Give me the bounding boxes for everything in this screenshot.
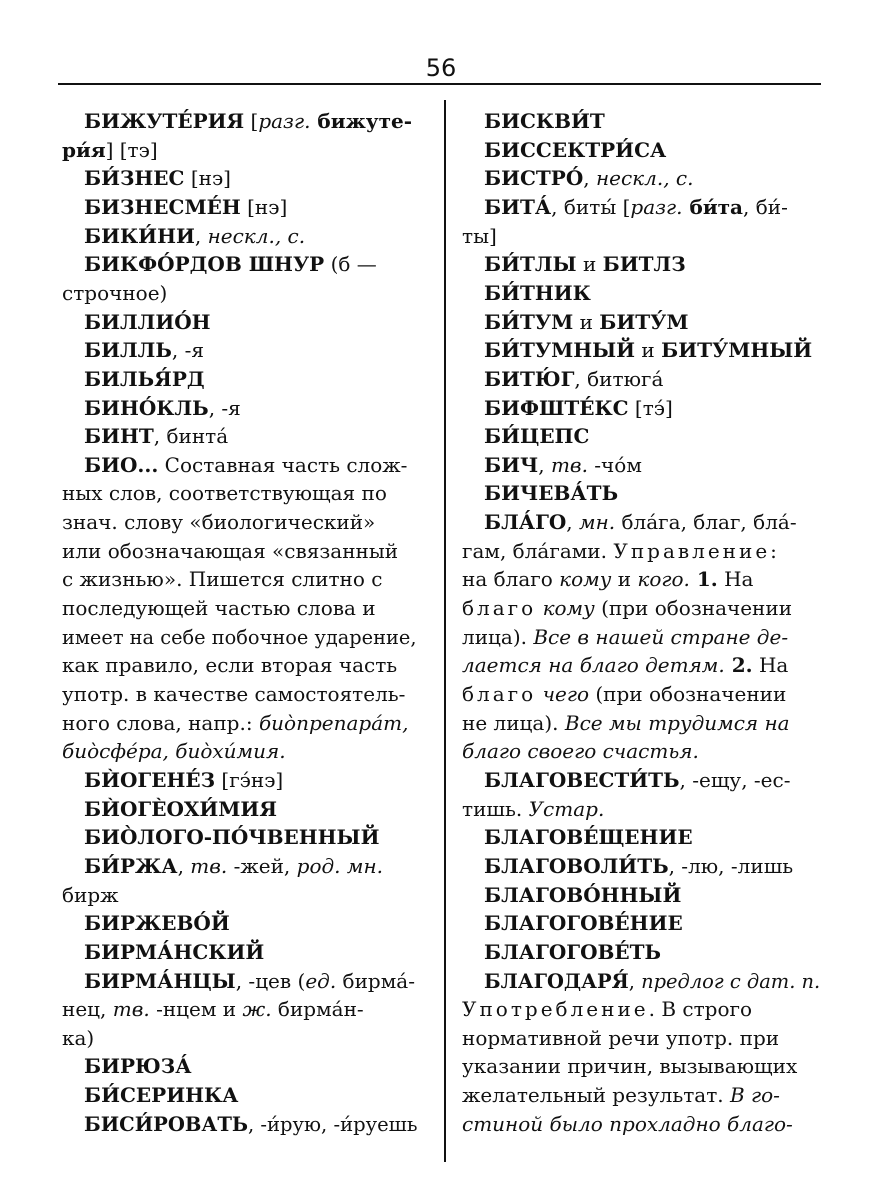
text-line: [84, 250, 377, 279]
text-segment: , би́-: [743, 194, 788, 219]
text-line: [84, 365, 205, 394]
text-segment: с жизнью». Пишется слитно с: [62, 567, 383, 592]
text-line: [84, 938, 264, 967]
text-line: [462, 651, 788, 680]
text-segment: [тэ́]: [628, 395, 673, 420]
text-line: [84, 1110, 417, 1139]
headword: БЛАГОДАРЯ́: [484, 968, 629, 993]
italic-text: разг.: [630, 194, 683, 219]
text-line: [62, 136, 158, 165]
italic-text: стиной было прохладно благо-: [462, 1111, 793, 1136]
text-segment: и: [573, 309, 600, 334]
page-number: 56: [425, 54, 457, 82]
text-segment: и: [576, 252, 603, 277]
text-line: [484, 967, 820, 996]
text-segment: (при обозначении: [594, 596, 793, 620]
italic-text: кому: [542, 596, 595, 620]
text-line: [84, 193, 287, 222]
text-line: [462, 594, 792, 623]
text-line: [62, 279, 167, 308]
headword: БИТА́: [484, 194, 552, 219]
text-segment: ного слова, напр.:: [62, 710, 259, 735]
text-segment: гам, бла́гами.: [462, 538, 614, 563]
italic-text: Все в нашей стране де-: [533, 624, 789, 649]
text-line: [62, 995, 364, 1024]
text-line: [84, 336, 204, 365]
text-segment: , -и́рую, -и́руешь: [247, 1111, 418, 1136]
text-line: [462, 737, 699, 766]
headword: БИО̀ЛОГО-ПО́ЧВЕННЫЙ: [84, 825, 380, 850]
text-segment: имеет на себе побочное ударение,: [62, 624, 417, 649]
headword: БИКИ́НИ: [84, 223, 195, 248]
text-line: [84, 795, 277, 824]
text-segment: лица).: [462, 624, 534, 649]
headword: БЍОГЀОХИ́МИЯ: [84, 796, 277, 821]
text-segment: благо: [462, 682, 537, 706]
italic-text: род. мн.: [296, 853, 384, 878]
italic-text: предлог с дат. п.: [641, 968, 821, 993]
italic-text: тв.: [112, 997, 150, 1022]
text-line: [84, 394, 241, 423]
text-line: [484, 308, 689, 337]
italic-text: лается на благо детям.: [462, 653, 725, 678]
headword: БИНТ: [84, 424, 154, 449]
text-line: [84, 967, 415, 996]
text-segment: и: [635, 338, 662, 363]
text-segment: последующей частью слова и: [62, 596, 376, 620]
text-line: [84, 308, 211, 337]
text-segment: , -я: [208, 395, 241, 420]
text-line: [484, 422, 589, 451]
headword: бижуте-: [310, 109, 412, 133]
text-segment: . В строго: [648, 997, 753, 1022]
headword: БИТУ́МНЫЙ: [661, 338, 813, 363]
text-line: [62, 737, 286, 766]
text-line: [62, 651, 397, 680]
text-line: [84, 1081, 238, 1110]
text-line: [62, 508, 375, 537]
italic-text: разг.: [258, 109, 311, 133]
headword: БИЛЛИО́Н: [84, 309, 211, 334]
text-line: [484, 766, 790, 795]
text-segment: [гэ́нэ]: [215, 767, 284, 792]
text-segment: бла́га, благ, бла́-: [615, 510, 797, 535]
text-line: [62, 623, 417, 652]
text-line: [484, 479, 618, 508]
text-segment: нец,: [62, 997, 113, 1022]
text-segment: или обозначающая «связанный: [62, 538, 399, 563]
text-line: [484, 336, 812, 365]
headword: БЛАГОВО́ННЫЙ: [484, 882, 682, 907]
italic-text: нескл., с.: [595, 166, 694, 191]
text-segment: ных слов, соответствующая по: [62, 481, 387, 506]
column-divider: [444, 100, 446, 1162]
headword: ри́я: [62, 137, 106, 162]
headword: БЛАГОГОВЕ́НИЕ: [484, 911, 683, 936]
text-segment: ,: [194, 223, 208, 248]
text-segment: нормативной речи употр. при: [462, 1025, 780, 1050]
text-line: [484, 451, 642, 480]
headword: БИЧ: [484, 452, 539, 477]
text-segment: [нэ]: [240, 194, 288, 219]
italic-text: тв.: [550, 452, 588, 477]
text-line: [484, 394, 673, 423]
text-line: [462, 1110, 793, 1139]
text-line: [484, 823, 693, 852]
italic-text: био̀препара́т,: [258, 710, 409, 735]
headword: БИТУ́М: [599, 309, 689, 334]
text-segment: ка): [62, 1025, 95, 1050]
text-segment: :: [770, 538, 777, 563]
text-segment: не лица).: [462, 710, 565, 735]
text-segment: ,: [583, 166, 596, 191]
text-segment: ты]: [462, 223, 497, 248]
text-segment: бирж: [62, 882, 119, 907]
text-segment: и: [611, 567, 638, 592]
text-line: [484, 279, 591, 308]
text-line: [484, 193, 788, 222]
text-line: [84, 222, 305, 251]
text-line: [84, 422, 228, 451]
text-line: [484, 852, 793, 881]
text-segment: как правило, если вторая часть: [62, 653, 398, 678]
headword: БЛАГОВОЛИ́ТЬ: [484, 853, 669, 878]
headword: БИТЮ́Г: [484, 366, 575, 391]
headword: БИССЕКТРИ́СА: [484, 137, 667, 162]
text-segment: , -цев (: [235, 968, 306, 993]
text-segment: ] [тэ]: [105, 137, 158, 162]
text-line: [62, 565, 382, 594]
text-line: [484, 250, 686, 279]
italic-text: благо своего счастья.: [462, 739, 699, 764]
text-line: [62, 881, 119, 910]
headword: 2.: [724, 653, 753, 678]
text-line: [62, 680, 405, 709]
italic-text: В го-: [729, 1083, 780, 1108]
headword: БИСТРО́: [484, 166, 584, 191]
headword: БИРЖЕВО́Й: [84, 911, 230, 936]
text-segment: , -ещу, -ес-: [679, 767, 791, 792]
text-line: [84, 823, 380, 852]
text-line: [484, 164, 694, 193]
headword: БЛАГОВЕ́ЩЕНИЕ: [484, 825, 693, 850]
text-segment: , -лю, -лишь: [668, 853, 794, 878]
italic-text: ед.: [305, 968, 337, 993]
text-line: [62, 1024, 94, 1053]
text-segment: желательный результат.: [462, 1083, 730, 1108]
text-segment: -чо́м: [587, 452, 642, 477]
text-segment: Составная часть слож-: [158, 452, 408, 477]
text-line: [462, 565, 753, 594]
text-segment: (при обозначении: [589, 682, 787, 706]
text-line: [484, 938, 661, 967]
text-segment: благо: [462, 596, 537, 620]
text-segment: употр. в качестве самостоятель-: [62, 682, 406, 706]
italic-text: био̀сфе́ра, био̀хи́мия.: [62, 739, 286, 764]
text-segment: , -я: [171, 338, 204, 363]
text-segment: ,: [177, 853, 191, 878]
text-line: [62, 479, 387, 508]
text-line: [484, 881, 681, 910]
text-segment: тишь.: [462, 796, 529, 821]
headword: БИО...: [84, 452, 159, 477]
text-line: [462, 680, 786, 709]
text-segment: указании причин, вызывающих: [462, 1054, 798, 1079]
italic-text: чего: [542, 682, 589, 706]
text-segment: бирма́н-: [271, 997, 364, 1022]
text-segment: -жей,: [227, 853, 297, 878]
text-segment: -нцем и: [149, 997, 243, 1022]
text-line: [84, 107, 412, 136]
text-segment: На: [717, 567, 754, 592]
headword: БИРМА́НСКИЙ: [84, 939, 265, 964]
text-line: [484, 136, 666, 165]
italic-text: Устар.: [528, 796, 605, 821]
text-line: [462, 995, 752, 1024]
text-segment: Употребление: [462, 997, 649, 1022]
headword: БИРЮЗА́: [84, 1054, 192, 1079]
text-segment: ,: [566, 510, 580, 535]
text-segment: [: [244, 109, 259, 133]
headword: БИ́ТНИК: [484, 280, 591, 305]
text-segment: На: [752, 653, 789, 678]
headword: БИ́ЦЕПС: [484, 424, 590, 449]
headword: 1.: [689, 567, 718, 592]
headword: БИЛЛЬ: [84, 338, 172, 363]
text-line: [62, 594, 376, 623]
text-segment: , битюга́: [574, 366, 664, 391]
headword: БЛАГОГОВЕ́ТЬ: [484, 939, 662, 964]
italic-text: кого.: [637, 567, 690, 592]
headword: БИСКВИ́Т: [484, 109, 605, 133]
headword: БИ́РЖА: [84, 853, 178, 878]
text-segment: строчное): [62, 280, 168, 305]
headword: БИ́ЗНЕС: [84, 166, 185, 191]
text-segment: ,: [538, 452, 551, 477]
text-line: [84, 852, 383, 881]
text-line: [462, 1024, 779, 1053]
text-segment: , бинта́: [153, 424, 229, 449]
italic-text: тв.: [190, 853, 228, 878]
italic-text: мн.: [579, 510, 616, 535]
headword: БИ́ТУМ: [484, 309, 574, 334]
text-line: [62, 537, 398, 566]
text-segment: ,: [628, 968, 642, 993]
headword: БИЖУТЕ́РИЯ: [84, 109, 245, 133]
text-line: [84, 909, 230, 938]
headword: БЛАГОВЕСТИ́ТЬ: [484, 767, 680, 792]
headword: БИНО́КЛЬ: [84, 395, 209, 420]
text-line: [462, 709, 790, 738]
text-line: [462, 623, 788, 652]
text-line: [84, 1052, 191, 1081]
text-line: [84, 766, 283, 795]
text-segment: Управление: [613, 538, 771, 563]
headword: БИ́СЕРИНКА: [84, 1083, 239, 1108]
headword: би́та: [682, 194, 744, 219]
headword: БИТЛЗ: [602, 252, 686, 277]
text-segment: [нэ]: [184, 166, 231, 191]
italic-text: кому: [559, 567, 612, 592]
text-segment: знач. слову «биологический»: [62, 510, 376, 535]
text-line: [462, 537, 777, 566]
text-segment: , биты́ [: [551, 194, 631, 219]
headword: БИРМА́НЦЫ: [84, 968, 236, 993]
text-line: [84, 451, 407, 480]
text-line: [484, 365, 663, 394]
headword: БИКФО́РДОВ ШНУР: [84, 252, 325, 277]
text-segment: бирма́-: [336, 968, 415, 993]
text-line: [462, 1081, 780, 1110]
text-line: [462, 1052, 797, 1081]
headword: БИЧЕВА́ТЬ: [484, 481, 619, 506]
headword: БИЗНЕСМЕ́Н: [84, 194, 241, 219]
headword: БЍОГЕНЕ́З: [84, 767, 216, 792]
text-segment: на благо: [462, 567, 560, 592]
headword: БИФШТЕ́КС: [484, 395, 629, 420]
text-line: [484, 909, 683, 938]
headword: БИСИ́РОВАТЬ: [84, 1111, 248, 1136]
text-line: [62, 709, 408, 738]
headword: БИЛЬЯ́РД: [84, 366, 205, 391]
headword: БЛА́ГО: [484, 510, 567, 535]
italic-text: нескл., с.: [207, 223, 306, 248]
text-line: [462, 222, 497, 251]
text-line: [462, 795, 604, 824]
text-segment: (б —: [324, 252, 377, 277]
headword: БИ́ТЛЫ: [484, 252, 577, 277]
header-rule: [58, 83, 821, 85]
italic-text: ж.: [242, 997, 272, 1022]
text-line: [84, 164, 231, 193]
italic-text: Все мы трудимся на: [564, 710, 790, 735]
text-line: [484, 508, 797, 537]
text-line: [484, 107, 605, 136]
headword: БИ́ТУМНЫЙ: [484, 338, 636, 363]
